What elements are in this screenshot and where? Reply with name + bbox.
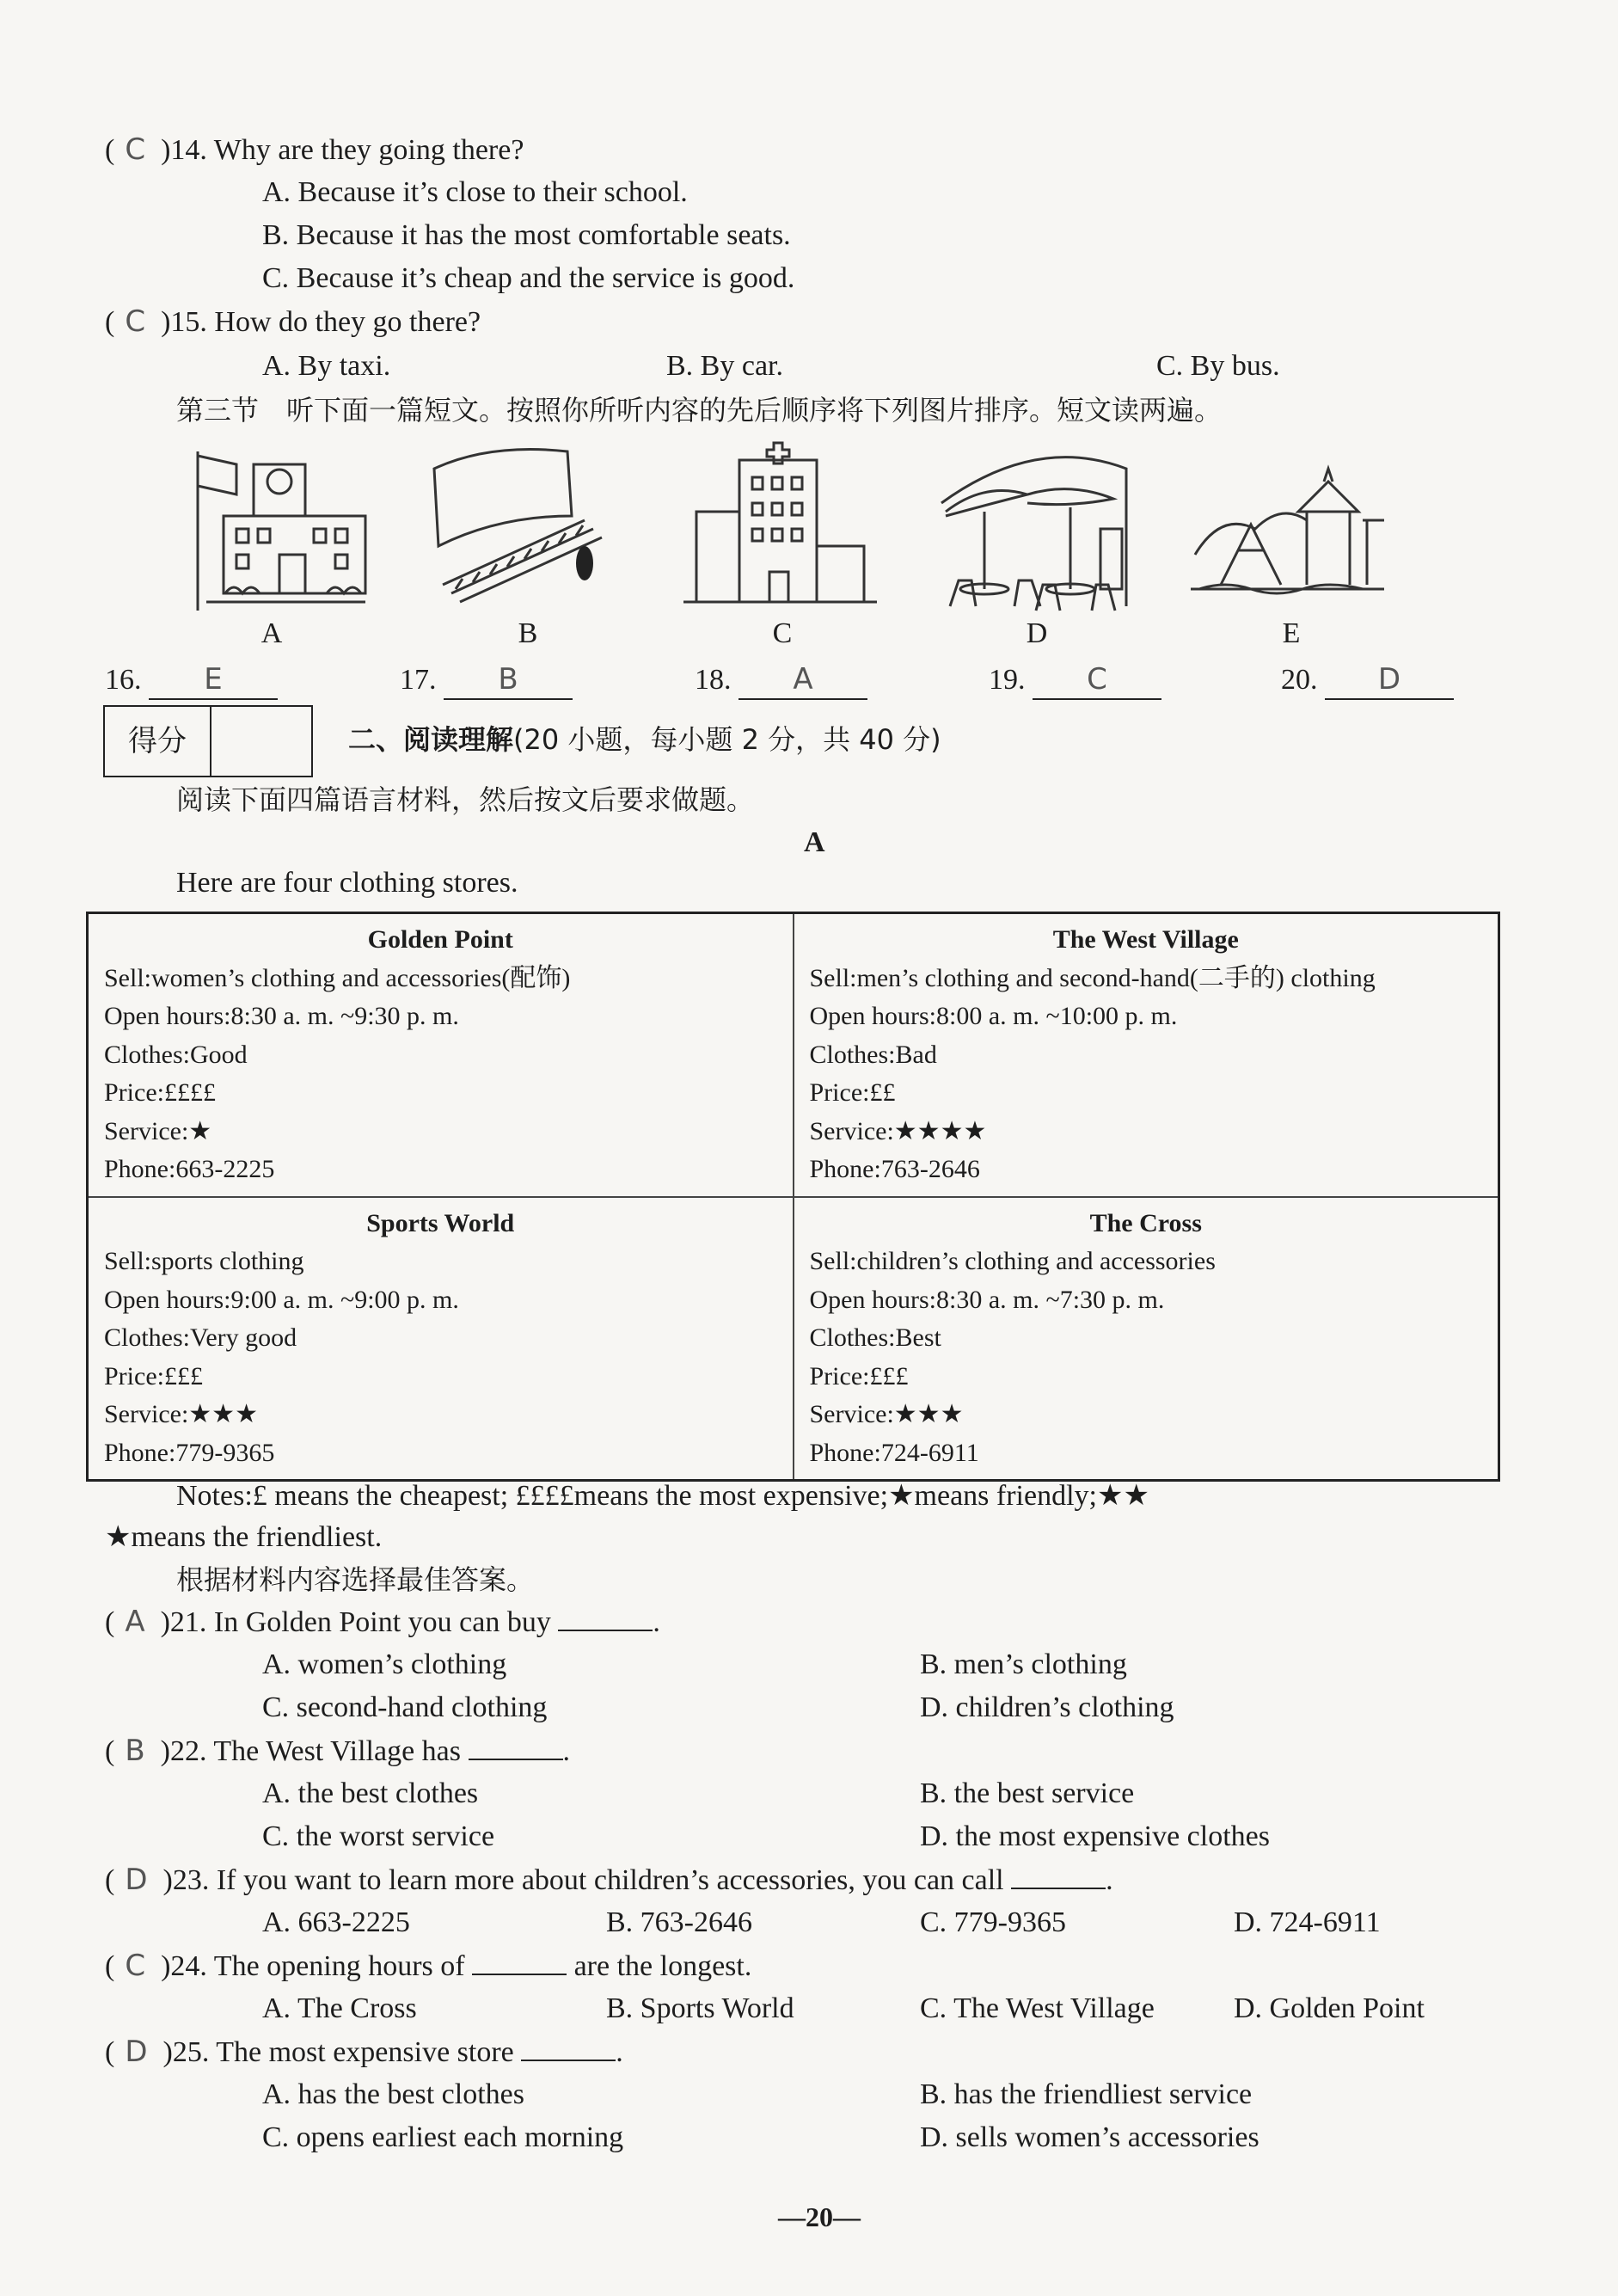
q21-option-c: C. second-hand clothing xyxy=(262,1691,548,1723)
q22-option-a: A. the best clothes xyxy=(262,1777,479,1809)
store-price: Price:£££ xyxy=(809,1361,909,1390)
passage-letter: A xyxy=(804,826,825,858)
picture-label-b: B xyxy=(518,617,538,649)
store-card-golden-point xyxy=(88,913,794,1197)
store-clothes: Clothes:Best xyxy=(809,1323,941,1352)
q15-option-b: B. By car. xyxy=(666,350,783,382)
answer-25: D xyxy=(125,2035,148,2069)
blank-17: 17. B xyxy=(400,660,573,700)
score-label: 得分 xyxy=(105,707,211,776)
store-name: Golden Point xyxy=(367,925,513,954)
store-hours: Open hours:8:30 a. m. ~7:30 p. m. xyxy=(809,1285,1165,1314)
store-service: Service:★★★ xyxy=(809,1400,964,1428)
store-clothes: Clothes:Very good xyxy=(104,1323,297,1352)
store-price: Price:£££ xyxy=(104,1361,203,1390)
store-hours: Open hours:8:30 a. m. ~9:30 p. m. xyxy=(104,1002,459,1030)
question-24: ( C )24. The opening hours of are the longest. xyxy=(105,1949,752,1983)
store-card-sports-world xyxy=(88,1197,794,1481)
store-service: Service:★ xyxy=(104,1116,212,1145)
answer-22: B xyxy=(125,1734,145,1768)
answer-23: D xyxy=(125,1863,148,1897)
answer-24: C xyxy=(125,1949,146,1983)
score-box xyxy=(103,705,313,777)
store-sell: Sell:men’s clothing and second-hand(二手的) clothing xyxy=(809,963,1376,992)
question-23: ( D )23. If you want to learn more about children’s accessories, you can call . xyxy=(105,1863,1113,1897)
q25-option-c: C. opens earliest each morning xyxy=(262,2121,624,2153)
section3-instruction: 第三节 听下面一篇短文。按照你所听内容的先后顺序将下列图片排序。短文读两遍。 xyxy=(176,394,1223,427)
q21-option-b: B. men’s clothing xyxy=(920,1648,1127,1680)
q14-option-b: B. Because it has the most comfortable seats. xyxy=(262,219,791,251)
store-phone: Phone:663-2225 xyxy=(104,1155,275,1183)
part2-heading: 二、阅读理解(20 小题，每小题 2 分，共 40 分) xyxy=(348,723,941,756)
store-card-the-cross xyxy=(794,1197,1499,1481)
passage-intro: Here are four clothing stores. xyxy=(176,867,518,899)
answer-18: A xyxy=(739,660,867,700)
store-hours: Open hours:9:00 a. m. ~9:00 p. m. xyxy=(104,1285,459,1314)
picture-label-d: D xyxy=(1026,617,1048,649)
store-sell: Sell:children’s clothing and accessories xyxy=(809,1247,1216,1275)
store-hours: Open hours:8:00 a. m. ~10:00 p. m. xyxy=(809,1002,1178,1030)
q15-option-c: C. By bus. xyxy=(1156,350,1280,382)
answer-14: C xyxy=(125,132,146,167)
store-service: Service:★★★★ xyxy=(809,1116,987,1145)
store-phone: Phone:779-9365 xyxy=(104,1438,275,1467)
q23-option-b: B. 763-2646 xyxy=(606,1906,752,1938)
question-22: ( B )22. The West Village has . xyxy=(105,1734,570,1768)
notes-line-1: Notes:£ means the cheapest; ££££means the most expensive;★means friendly;★★ xyxy=(176,1480,1149,1512)
question-25: ( D )25. The most expensive store . xyxy=(105,2035,623,2069)
blank-20: 20. D xyxy=(1281,660,1454,700)
q25-option-a: A. has the best clothes xyxy=(262,2078,524,2110)
q15-option-a: A. By taxi. xyxy=(262,350,391,382)
page-number: —20— xyxy=(778,2201,861,2232)
q22-option-c: C. the worst service xyxy=(262,1820,495,1852)
part2-instruction: 阅读下面四篇语言材料，然后按文后要求做题。 xyxy=(176,783,755,816)
q24-option-b: B. Sports World xyxy=(606,1992,794,2024)
question-21: ( A )21. In Golden Point you can buy . xyxy=(105,1605,660,1639)
q21-option-d: D. children’s clothing xyxy=(920,1691,1174,1723)
store-price: Price:££££ xyxy=(104,1078,216,1107)
store-name: The Cross xyxy=(1089,1208,1202,1237)
question-14: ( C )14. Why are they going there? xyxy=(105,132,524,167)
q21-option-a: A. women’s clothing xyxy=(262,1648,507,1680)
store-name: The West Village xyxy=(1052,925,1239,954)
store-name: Sports World xyxy=(366,1208,515,1237)
picture-label-a: A xyxy=(260,617,283,649)
playground-icon xyxy=(1186,434,1388,619)
notes-line-2: ★means the friendliest. xyxy=(105,1521,383,1553)
blank-18: 18. A xyxy=(695,660,867,700)
store-phone: Phone:763-2646 xyxy=(809,1155,980,1183)
store-card-west-village xyxy=(794,913,1499,1197)
answer-16: E xyxy=(149,660,278,700)
store-clothes: Clothes:Good xyxy=(104,1040,248,1069)
school-building-icon xyxy=(172,434,374,619)
picture-label-e: E xyxy=(1282,617,1301,649)
stores-table xyxy=(86,912,1500,1482)
q14-option-a: A. Because it’s close to their school. xyxy=(262,176,688,208)
store-sell: Sell:women’s clothing and accessories(配饰) xyxy=(104,963,571,992)
q25-option-d: D. sells women’s accessories xyxy=(920,2121,1259,2153)
q23-option-c: C. 779-9365 xyxy=(920,1906,1066,1938)
store-sell: Sell:sports clothing xyxy=(104,1247,304,1275)
q22-option-b: B. the best service xyxy=(920,1777,1135,1809)
store-clothes: Clothes:Bad xyxy=(809,1040,937,1069)
q23-option-d: D. 724-6911 xyxy=(1234,1906,1381,1938)
picture-label-c: C xyxy=(772,617,793,649)
q24-option-c: C. The West Village xyxy=(920,1992,1155,2024)
q22-option-d: D. the most expensive clothes xyxy=(920,1820,1270,1852)
cafe-icon xyxy=(933,434,1135,619)
hospital-icon xyxy=(679,434,881,619)
store-service: Service:★★★ xyxy=(104,1400,258,1428)
answer-15: C xyxy=(125,304,146,339)
answer-17: B xyxy=(444,660,573,700)
store-phone: Phone:724-6911 xyxy=(809,1438,979,1467)
cinema-seats-icon xyxy=(421,434,623,619)
question-15: ( C )15. How do they go there? xyxy=(105,304,481,339)
choose-instruction: 根据材料内容选择最佳答案。 xyxy=(176,1563,535,1596)
q23-option-a: A. 663-2225 xyxy=(262,1906,410,1938)
blank-16: 16. E xyxy=(105,660,278,700)
q24-option-a: A. The Cross xyxy=(262,1992,417,2024)
store-price: Price:££ xyxy=(809,1078,896,1107)
blank-19: 19. C xyxy=(989,660,1161,700)
answer-19: C xyxy=(1033,660,1161,700)
answer-20: D xyxy=(1325,660,1454,700)
answer-21: A xyxy=(125,1605,145,1639)
q24-option-d: D. Golden Point xyxy=(1234,1992,1425,2024)
q14-option-c: C. Because it’s cheap and the service is good. xyxy=(262,262,795,294)
q25-option-b: B. has the friendliest service xyxy=(920,2078,1253,2110)
